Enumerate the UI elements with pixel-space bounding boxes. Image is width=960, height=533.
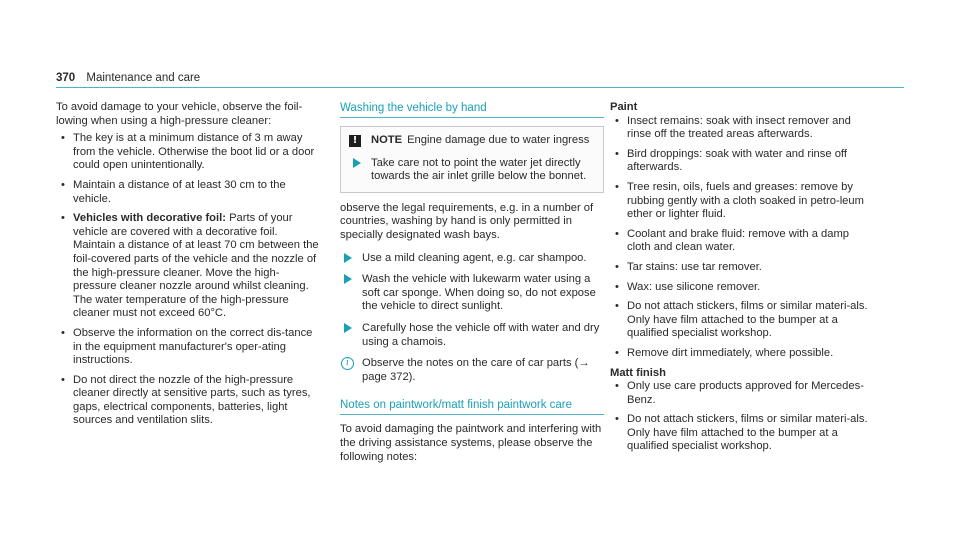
list-item-text: Coolant and brake fluid: remove with a damp cloth and clean water. — [627, 227, 850, 254]
column-high-pressure-cleaner — [56, 101, 320, 434]
info-icon: i — [341, 357, 354, 370]
matt-finish-heading: Matt finish — [610, 366, 666, 379]
list-item-text: The key is at a minimum distance of 3 m away from the vehicle. Otherwise the boot lid or a door could open unintentionally. — [73, 132, 315, 172]
list-item — [56, 374, 320, 428]
list-item-text: Parts of your vehicle are covered with a decorative foil. Maintain a distance of at least 70 cm between the foil-covered parts of the vehicle and the nozzle of the high-pressure cleaner. Move the high-pressure cleaner nozzle around whilst cleaning. The water temperature of the high-pressure cleaner must not exceed 60°C. — [73, 212, 319, 320]
note-header — [349, 134, 595, 148]
list-item-text: Tar stains: use tar remover. — [627, 260, 762, 273]
list-item — [610, 413, 874, 454]
list-item — [56, 327, 320, 368]
matt-finish-list — [610, 380, 874, 454]
info-note — [340, 357, 604, 384]
list-item-text: Observe the information on the correct dis-tance in the equipment manufacturer's oper-ating instructions. — [73, 326, 313, 367]
list-item-text: Do not attach stickers, films or similar materi-als. Only have film attached to the bumper at a qualified specialist workshop. — [627, 413, 868, 453]
note-label: NOTE — [371, 134, 403, 146]
note-text: Engine damage due to water ingress — [407, 134, 590, 146]
note-step — [349, 157, 595, 184]
legal-paragraph: observe the legal requirements, e.g. in a number of countries, washing by hand is only permitted in specially designated wash bays. — [340, 201, 594, 241]
list-item — [610, 181, 874, 222]
note-box — [340, 126, 604, 193]
list-item — [610, 347, 874, 361]
list-item-text: Do not attach stickers, films or similar materi-als. Only have film attached to the bumper at a qualified specialist workshop. — [627, 300, 868, 340]
info-text[interactable]: Observe the notes on the care of car parts (→ page 372). — [362, 357, 590, 383]
paint-heading: Paint — [610, 101, 638, 113]
list-item — [610, 380, 874, 407]
warning-icon: ! — [349, 135, 361, 147]
wash-step-text: Use a mild cleaning agent, e.g. car shampoo. — [362, 251, 587, 264]
wash-step — [340, 322, 604, 349]
list-item-text: Tree resin, oils, fuels and greases: remove by rubbing gently with a cloth soaked in petro-leum ether or lighter fluid. — [627, 180, 864, 221]
list-item — [610, 300, 874, 341]
wash-step-text: Carefully hose the vehicle off with water and dry using a chamois. — [362, 321, 600, 348]
list-item — [610, 261, 874, 275]
header-rule — [56, 87, 904, 88]
action-arrow-icon — [344, 253, 352, 263]
list-item-text: Remove dirt immediately, where possible. — [627, 346, 834, 359]
paintwork-paragraph: To avoid damaging the paintwork and interfering with the driving assistance systems, please observe the following notes: — [340, 423, 602, 463]
section-title-paintwork: Notes on paintwork/matt finish paintwork care — [340, 398, 604, 415]
wash-step-text: Wash the vehicle with lukewarm water using a soft car sponge. When doing so, do not expose the vehicle to direct sunlight. — [362, 273, 596, 313]
list-item-text: Insect remains: soak with insect remover and rinse off the treated areas afterwards. — [627, 114, 851, 141]
wash-step — [340, 273, 604, 314]
page-header — [56, 72, 200, 86]
paint-list — [610, 115, 874, 361]
column-paint-care — [610, 101, 874, 460]
list-item — [610, 115, 874, 142]
section-title-washing: Washing the vehicle by hand — [340, 101, 604, 118]
action-arrow-icon — [344, 323, 352, 333]
wash-step — [340, 252, 604, 266]
list-item-text: Only use care products approved for Mercedes-Benz. — [627, 380, 864, 406]
list-item — [610, 148, 874, 175]
intro-paragraph: To avoid damage to your vehicle, observe the foil-lowing when using a high-pressure cleaner: — [56, 101, 303, 127]
list-item-bold-label: Vehicles with decorative foil: — [73, 212, 226, 225]
list-item-text: Wax: use silicone remover. — [627, 280, 761, 293]
high-pressure-list — [56, 132, 320, 428]
list-item-text: Maintain a distance of at least 30 cm to the vehicle. — [73, 178, 286, 205]
page-number: 370 — [56, 72, 76, 84]
column-washing-by-hand — [340, 101, 604, 464]
list-item — [56, 179, 320, 206]
list-item — [610, 281, 874, 295]
note-step-text: Take care not to point the water jet directly towards the air inlet grille below the bonnet. — [371, 156, 587, 183]
action-arrow-icon — [344, 274, 352, 284]
page-title: Maintenance and care — [86, 72, 201, 84]
list-item — [56, 132, 320, 173]
list-item-text: Bird droppings: soak with water and rinse off afterwards. — [627, 147, 847, 174]
list-item-text: Do not direct the nozzle of the high-pressure cleaner directly at sensitive parts, such as tyres, gaps, electrical components, batteries, light sources and ventilation slits. — [73, 373, 311, 427]
list-item — [610, 228, 874, 255]
list-item — [56, 212, 320, 321]
action-arrow-icon — [353, 158, 361, 168]
